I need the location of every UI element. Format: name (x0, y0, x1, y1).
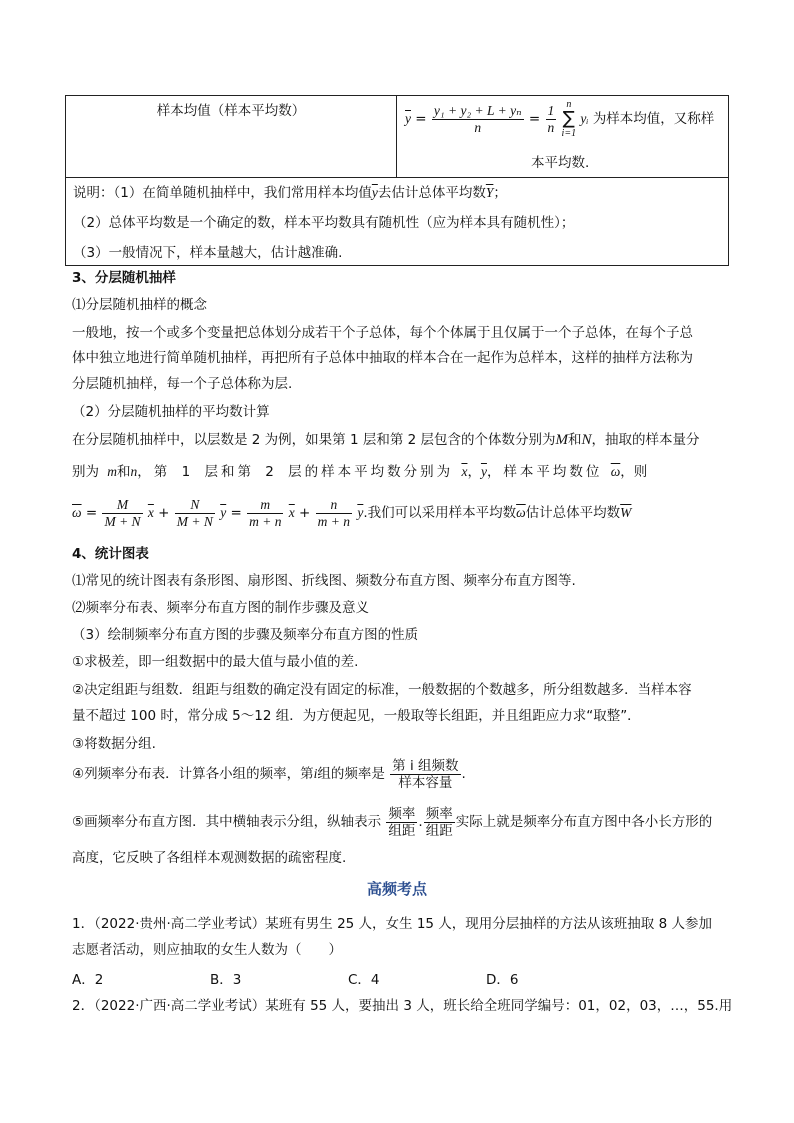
p2a-end: ，抽取的样本量分 (591, 432, 700, 448)
p2a-N: N (581, 432, 592, 448)
s5-num2: 频率 (425, 805, 453, 822)
question-1-line-b: 志愿者活动，则应抽取的女生人数为（ ） (72, 942, 342, 958)
formula-one-over-n (546, 103, 557, 136)
p2b-m: m (107, 464, 118, 479)
note-line-3: （3）一般情况下，样本量越大，估计越准确. (73, 245, 343, 261)
eq-m: m (247, 497, 283, 514)
eq-frac-N (175, 497, 215, 530)
eq-tail: .我们可以采用样本平均数 (363, 505, 517, 521)
p2b-comma: ， (467, 464, 481, 480)
table-divider (65, 177, 729, 178)
sec3-para2-b (72, 462, 647, 482)
sec4-l3: （3）绘制频率分布直方图的步骤及频率分布直方图的性质 (72, 627, 419, 643)
formula-suffix-2: 本平均数. (531, 155, 590, 171)
formula-suffix: 为样本均值，又称样 (592, 111, 715, 127)
eq-xbar: $\overline{x}$ (147, 505, 154, 520)
s5-text-a: ⑤画频率分布直方图．其中横轴表示分组，纵轴表示 (72, 814, 382, 830)
sec4-step4 (72, 756, 466, 792)
p2b-ybar: $\overline{y}$ (480, 464, 487, 479)
formula-numerator: y₁ + y₂ + L + yₙ (433, 102, 522, 118)
eq-M: M (102, 497, 142, 514)
sum-lower: i=1 (561, 128, 577, 139)
p2a-M: M (555, 432, 569, 448)
eq-frac-M (102, 497, 142, 530)
formula-denominator: n (474, 119, 482, 135)
s5-text-b: 实际上就是频率分布直方图中各小长方形的 (455, 814, 713, 830)
s5-fraction-1 (386, 806, 417, 839)
eq-xbar-2: $\overline{x}$ (288, 505, 295, 520)
note1-text-b: 去估计总体平均数 (377, 185, 486, 201)
eq-mn: m + n (249, 513, 282, 529)
note1-ybar: $\overline{y}$ (371, 185, 378, 200)
question-1-line-a: 1．（2022·贵州·高二学业考试）某班有男生 25 人，女生 15 人，现用分层抽样的方法从该班抽取 8 人参加 (72, 916, 712, 932)
eq-tail-2: 估计总体平均数 (525, 505, 621, 521)
option-d[interactable]: D．6 (486, 972, 519, 988)
p2b-text3: ，样本平均数位 (486, 464, 603, 480)
p2b-text2: ，第 1 层和第 2 层的样本平均数分别为 (137, 464, 454, 480)
note1-Ybar: $\overline{Y}$ (485, 185, 494, 200)
s4-fraction (390, 758, 460, 791)
sec3-para1-a: 一般地，按一个或多个变量把总体划分成若干个子总体，每个个体属于且仅属于一个子总体，在每个子总 (72, 325, 693, 341)
eq-frac-n (316, 497, 352, 530)
p2a-text: 在分层随机抽样中，以层数是 2 为例，如果第 1 层和第 2 层包含的个体数分别为 (72, 432, 556, 448)
note-line-2: （2）总体平均数是一个确定的数，样本平均数具有随机性（应为样本具有随机性）； (73, 215, 575, 231)
weighted-mean-equation: $\overline{\omega}$ = $\frac{M}{M + N}$ $\overline{x}$ + $\frac{N}{M + N}$ $\overline{y}$ = $\frac{m}{m + n}$ $\overline{x}$ + $\frac{n}{m + n}$ $\overline{y}$.我们可以采用样本平均数$\overline{\omega}$估计总体平均数$\overline{W}$ (72, 496, 632, 529)
note1-text-a: 说明：（1）在简单随机抽样中，我们常用样本均值 (73, 185, 372, 201)
question-2-line: 2．（2022·广西·高二学业考试）某班有 55 人，要抽出 3 人，班长给全班同学编号：01，02，03，…，55.用 (72, 998, 733, 1014)
eq-tail-Wbar: $\overline{W}$ (620, 505, 632, 520)
definition-table (65, 95, 729, 266)
s4-text-b: 组的频率是 (317, 766, 385, 782)
formula-one: 1 (547, 102, 555, 118)
sum-upper: n (566, 99, 572, 110)
eq-tail-wbar: $\overline{\omega}$ (516, 505, 526, 520)
sec4-l1: ⑴常见的统计图表有条形图、扇形图、折线图、频数分布直方图、频率分布直方图等. (72, 573, 576, 589)
p2b-and: 和 (117, 464, 131, 480)
sec4-step5 (72, 804, 712, 840)
formula-ybar: $\overline{y}$ (405, 111, 411, 126)
sec4-step5-c: 高度，它反映了各组样本观测数据的疏密程度. (72, 850, 347, 866)
p2b-n: n (130, 464, 138, 479)
s5-den2: 组距 (425, 822, 453, 839)
formula-fraction (432, 103, 524, 136)
s4-text-a: ④列频率分布表．计算各小组的频率，第 (72, 766, 314, 782)
sec4-step2-a: ②决定组距与组数．组距与组数的确定没有固定的标准，一般数据的个数越多，所分组数越多．当样本容 (72, 682, 692, 698)
p2b-text4: ，则 (620, 464, 648, 480)
s4-num: 第 i 组频数 (392, 757, 459, 774)
formula-yi: yᵢ (580, 111, 589, 126)
sec3-para1-b: 体中独立地进行简单随机抽样，再把所有子总体中抽取的样本合在一起作为总样本，这样的抽样方法称为 (72, 350, 693, 366)
formula-n: n (547, 119, 555, 135)
s4-end: . (461, 766, 466, 782)
eq-ybar-2: $\overline{y}$ (357, 505, 364, 520)
sec3-sub1: ⑴分层随机抽样的概念 (72, 297, 207, 313)
eq-wbar: $\overline{\omega}$ (72, 505, 82, 520)
s5-dot: . (418, 814, 423, 830)
eq-mn-2: m + n (317, 513, 351, 529)
p2b-wbar: $\overline{\omega}$ (610, 464, 621, 479)
note-line-1 (73, 181, 507, 201)
s5-den1: 组距 (388, 822, 416, 839)
section-3-title: 3、分层随机抽样 (72, 270, 176, 286)
note1-text-c: ； (493, 185, 507, 201)
high-frequency-title: 高频考点 (366, 880, 427, 898)
s5-fraction-2 (424, 806, 455, 839)
p2a-and: 和 (568, 432, 582, 448)
s4-den: 样本容量 (398, 774, 453, 791)
s4-i: i (313, 766, 318, 781)
s5-num1: 频率 (388, 805, 416, 822)
sec4-step3: ③将数据分组. (72, 736, 156, 752)
eq-n: n (316, 497, 352, 514)
option-a[interactable]: A．2 (72, 972, 104, 988)
sec3-para1-c: 分层随机抽样，每一个子总体称为层. (72, 376, 293, 392)
p2b-text1: 别为 (72, 464, 99, 480)
sec4-step1: ①求极差，即一组数据中的最大值与最小值的差. (72, 654, 359, 670)
sec3-sub2: （2）分层随机抽样的平均数计算 (72, 404, 270, 420)
sec3-para2-a (72, 430, 700, 450)
eq-ybar: $\overline{y}$ (220, 505, 227, 520)
formula-sum: n ∑ i=1 (561, 99, 577, 139)
eq-MN-2: M + N (176, 513, 213, 529)
eq-frac-m (247, 497, 283, 530)
sample-mean-label: 样本均值（样本平均数） (156, 103, 306, 119)
option-c[interactable]: C．4 (348, 972, 380, 988)
option-b[interactable]: B．3 (210, 972, 242, 988)
sec4-l2: ⑵频率分布表、频率分布直方图的制作步骤及意义 (72, 600, 369, 616)
sec4-step2-b: 量不超过 100 时，常分成 5～12 组．为方便起见，一般取等长组距，并且组距应力求“取整”． (72, 708, 641, 724)
section-4-title: 4、统计图表 (72, 546, 149, 562)
p2b-xbar: $\overline{x}$ (461, 464, 468, 479)
sample-mean-formula: $\overline{y}$ = $\frac{\text{y₁ + y₂ + L + yₙ}}{n}$ = $\frac{1}{n}$ n ∑ i=1 yᵢ 为样本均值，又称样 (405, 99, 715, 139)
eq-N: N (175, 497, 215, 514)
eq-MN: M + N (104, 513, 141, 529)
